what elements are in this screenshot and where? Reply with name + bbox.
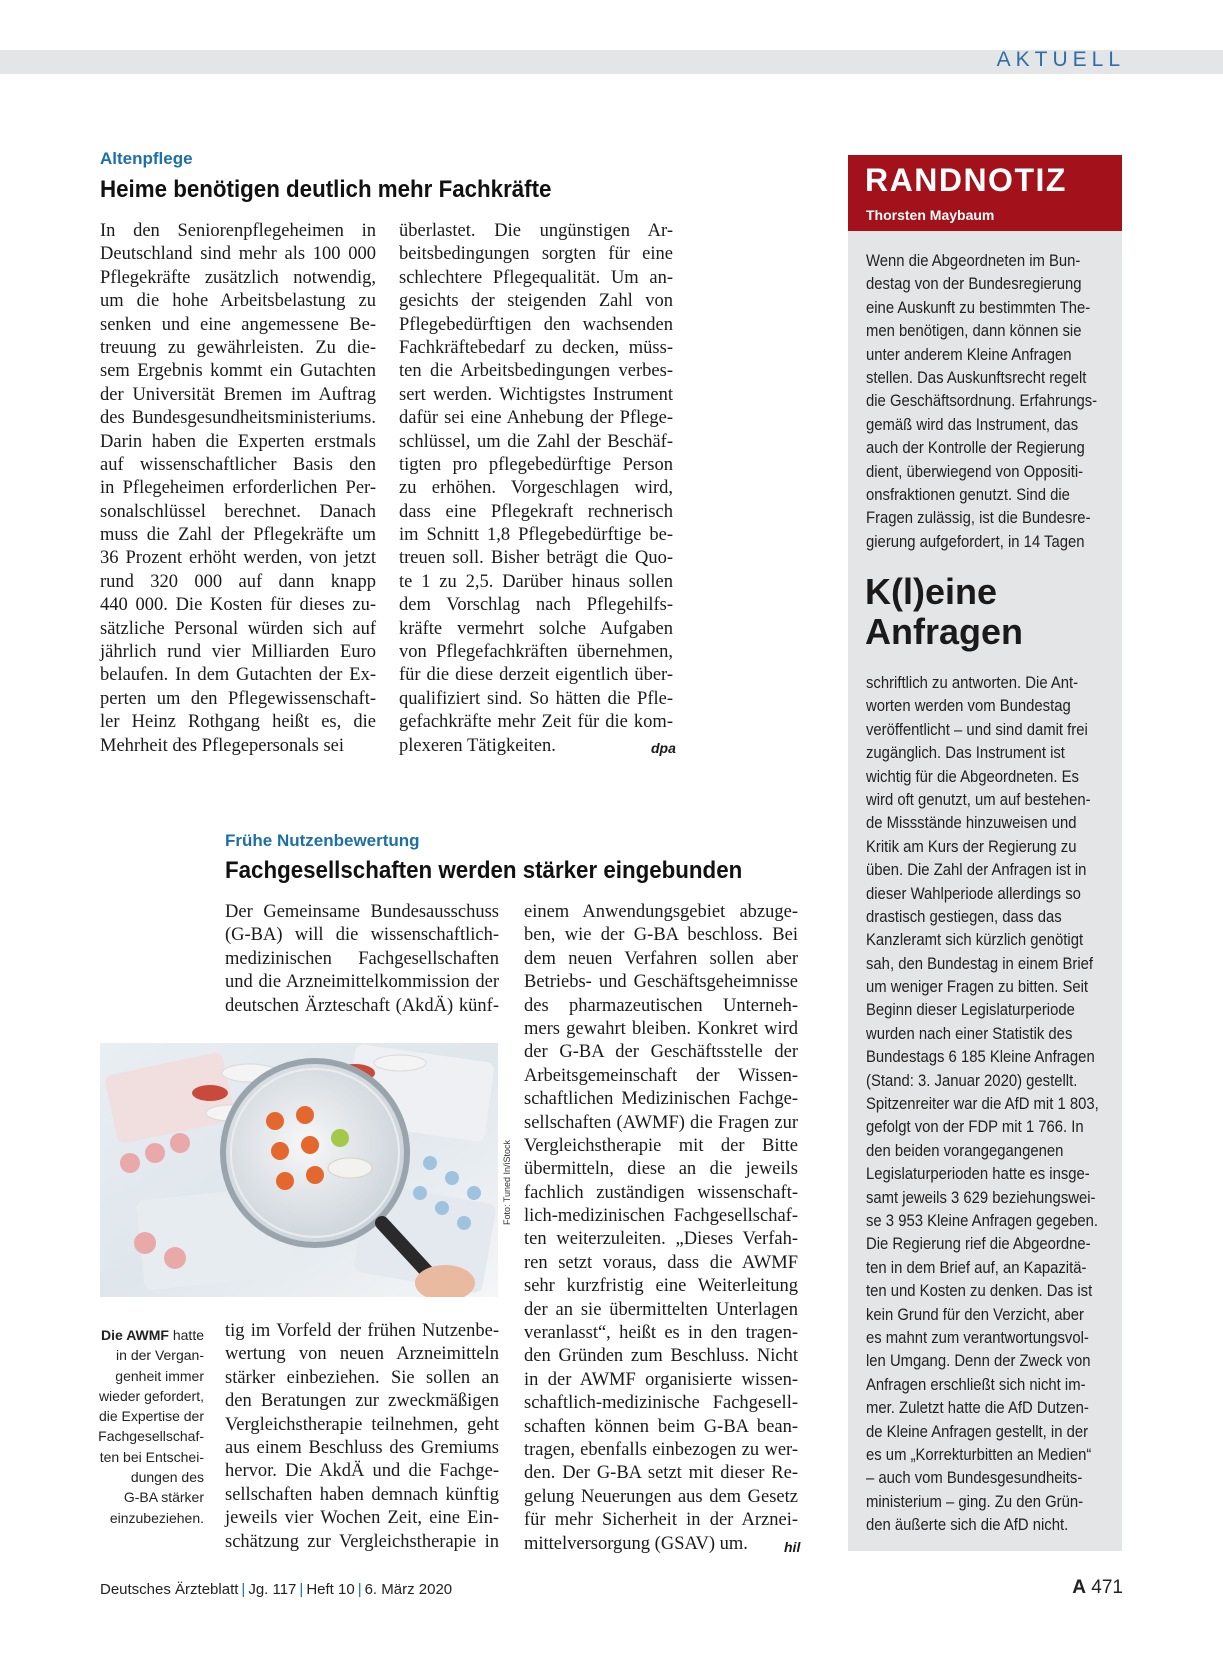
- text-line: Die Regierung rief die Abgeordne-: [866, 1235, 1091, 1254]
- text-line: den Gründen zum Beschluss. Nicht: [524, 1346, 798, 1367]
- text-line: dem Vorschlag nach Pflegehilfs-: [399, 595, 673, 616]
- text-line: Kanzleramt sich kürzlich genötigt: [866, 931, 1084, 950]
- text-line: belaufen. In dem Gutachten der Ex-: [100, 665, 376, 686]
- caption-line: G-BA stärker: [123, 1489, 204, 1506]
- article2-signature: hil: [784, 1539, 801, 1555]
- text-line: schätzung zur Vergleichstherapie in: [225, 1531, 499, 1552]
- text-line: deutschen Ärzteschaft (AkdÄ) künf-: [225, 995, 499, 1016]
- text-line: 440 000. Die Kosten für dieses zu-: [100, 595, 376, 616]
- caption-line: genheit immer: [115, 1367, 204, 1384]
- text-line: len Umgang. Denn der Zweck von: [866, 1352, 1091, 1371]
- randnotiz-author: Thorsten Maybaum: [866, 207, 995, 223]
- text-line: auf wissenschaftlicher Basis den: [100, 454, 376, 475]
- text-line: des pharmazeutischen Unterneh-: [524, 995, 798, 1016]
- text-line: die Geschäftsordnung. Erfahrungs-: [866, 392, 1098, 411]
- text-line: muss die Zahl der Pflegekräfte um: [100, 525, 376, 546]
- journal-volume: Jg. 117: [248, 1581, 297, 1598]
- page-prefix: A: [1072, 1577, 1087, 1598]
- text-line: gefolgt von der FDP mit 1 766. In: [866, 1118, 1084, 1137]
- text-line: den. Der G-BA setzt mit dieser Re-: [524, 1463, 798, 1484]
- text-line: von Pflegefachkräften übernehmen,: [399, 642, 673, 663]
- text-line: kein Grund für den Verzicht, aber: [866, 1305, 1084, 1324]
- randnotiz-label: RANDNOTIZ: [865, 162, 1067, 198]
- text-line: men benötigen, dann können sie: [866, 322, 1082, 341]
- text-line: Der Gemeinsame Bundesausschuss: [225, 902, 499, 922]
- article1-kicker: Altenpflege: [100, 149, 193, 168]
- text-line: de Missstände hinzuweisen und: [866, 814, 1077, 833]
- text-line: destag von der Bundesregierung: [866, 275, 1082, 294]
- caption-line: die Expertise der: [98, 1408, 204, 1425]
- text-line: mers gewahrt bleiben. Konkret wird: [524, 1018, 798, 1039]
- text-line: mittelversorgung (GSAV) um.: [524, 1533, 748, 1554]
- text-line: gemäß wird das Instrument, das: [866, 415, 1079, 434]
- text-line: den beiden vorangegangenen: [866, 1141, 1064, 1160]
- text-line: fachlich zuständigen wissenschaft-: [524, 1182, 798, 1203]
- text-line: es um „Korrekturbitten an Medien“: [866, 1445, 1092, 1464]
- randnotiz-title-line: K(l)eine: [865, 571, 998, 612]
- caption-line: ten bei Entschei-: [99, 1448, 204, 1465]
- pills-magnifier-photo: [100, 1043, 498, 1297]
- randnotiz-text-top: [866, 250, 1106, 554]
- text-line: dient, überwiegend von Oppositi-: [866, 462, 1084, 481]
- text-line: Fachkräftebedarf zu decken, müss-: [399, 337, 673, 358]
- text-line: um die hohe Arbeitsbelastung zu: [100, 291, 376, 312]
- text-line: dass eine Pflegekraft rechnerisch: [399, 501, 673, 522]
- text-line: Wenn die Abgeordneten im Bun-: [866, 252, 1081, 270]
- text-line: samt jeweils 3 629 beziehungswei-: [866, 1188, 1096, 1207]
- photo-credit: Foto: Tuned In/iStock: [502, 1139, 512, 1225]
- text-line: den Beratungen zur zweckmäßigen: [225, 1391, 499, 1412]
- page-number: [1072, 1577, 1123, 1599]
- text-line: ten weiterzuleiten. „Dieses Verfah-: [524, 1229, 798, 1250]
- randnotiz-title-line: Anfragen: [865, 611, 1024, 652]
- text-line: Pflegekräfte zusätzlich notwendig,: [100, 267, 376, 288]
- text-line: jährlich rund vier Milliarden Euro: [100, 642, 376, 663]
- text-line: sah, den Bundestag in einem Brief: [866, 954, 1094, 973]
- text-line: aus einem Beschluss des Gremiums: [225, 1437, 499, 1458]
- text-line: wichtig für die Abgeordneten. Es: [866, 767, 1079, 786]
- text-line: ten die Arbeitsbedingungen verbes-: [399, 361, 673, 382]
- text-line: lich-medizinischen Fachgesellschaf-: [524, 1206, 798, 1227]
- text-line: wertung von neuen Arzneimitteln: [225, 1344, 499, 1365]
- text-line: stärker einbeziehen. Sie sollen an: [225, 1367, 499, 1388]
- page-footer: Deutsches Ärzteblatt | Jg. 117 | Heft 10 | 6. März 2020: [100, 1581, 453, 1598]
- text-line: treuen soll. Bisher beträgt die Quo-: [399, 548, 673, 569]
- text-line: Kritik am Kurs der Regierung zu: [866, 837, 1077, 856]
- text-line: überlastet. Die ungünstigen Ar-: [399, 221, 673, 241]
- section-label: AKTUELL: [996, 48, 1125, 71]
- text-line: tig im Vorfeld der frühen Nutzenbe-: [225, 1321, 499, 1341]
- text-line: sellschaften (AWMF) die Fragen zur: [524, 1112, 798, 1133]
- caption-line: wieder gefordert,: [98, 1387, 204, 1404]
- caption-line: dungen des: [130, 1469, 204, 1486]
- text-line: sonalschlüssel berechnet. Danach: [100, 501, 376, 522]
- text-line: des Bundesgesundheitsministeriums.: [100, 408, 376, 429]
- article1-column-1: [100, 220, 376, 758]
- text-line: gelung Neuerungen aus dem Gesetz: [524, 1486, 798, 1507]
- text-line: 36 Prozent erhöht werden, von jetzt: [100, 548, 376, 569]
- text-line: üben. Die Zahl der Anfragen ist in: [866, 861, 1087, 880]
- text-line: für die diese derzeit eigentlich über-: [399, 665, 673, 686]
- journal-date: 6. März 2020: [364, 1581, 453, 1598]
- text-line: (Stand: 3. Januar 2020) gestellt.: [866, 1071, 1078, 1090]
- text-line: auch der Kontrolle der Regierung: [866, 439, 1085, 458]
- text-line: drastisch gestiegen, dass das: [866, 907, 1062, 926]
- text-line: perten um den Pflegewissenschaft-: [100, 688, 376, 709]
- text-line: unter anderem Kleine Anfragen: [866, 345, 1072, 364]
- text-line: veröffentlicht – und sind damit frei: [866, 720, 1088, 739]
- text-line: sehr kurzfristig eine Weiterleitung: [524, 1276, 798, 1297]
- text-line: ler Heinz Rothgang heißt es, die: [100, 712, 376, 733]
- text-line: gefachkräfte mehr Zeit für die kom-: [399, 712, 673, 733]
- text-line: zu erhöhen. Vorgeschlagen wird,: [399, 478, 673, 499]
- text-line: schaftlich-medizinische Fachgesell-: [524, 1393, 798, 1414]
- text-line: stellen. Das Auskunftsrecht regelt: [866, 368, 1087, 387]
- text-line: te 1 zu 2,5. Darüber hinaus sollen: [399, 571, 673, 592]
- randnotiz-text-bottom: [866, 672, 1106, 1537]
- journal-name: Deutsches Ärzteblatt: [100, 1581, 239, 1598]
- text-line: schlechtere Pflegequalität. Um an-: [399, 267, 673, 288]
- text-line: Bundestags 6 185 Kleine Anfragen: [866, 1048, 1095, 1067]
- text-line: hervor. Die AkdÄ und die Fachge-: [225, 1461, 499, 1482]
- caption-bold: Die AWMF: [101, 1327, 169, 1343]
- journal-issue: Heft 10: [306, 1581, 355, 1598]
- text-line: der G-BA der Geschäftsstelle der: [524, 1042, 798, 1063]
- article2-headline: Fachgesellschaften werden stärker eingebunden: [225, 857, 743, 884]
- article2-column-2: [524, 901, 801, 1556]
- text-line: ten in dem Brief auf, an Kapazitä-: [866, 1258, 1087, 1277]
- text-line: Legislaturperioden hatte es insge-: [866, 1165, 1090, 1184]
- text-line: sellschaften haben demnach künftig: [225, 1484, 499, 1505]
- caption-line: Fachgesellschaf-: [98, 1428, 204, 1445]
- text-line: in der AWMF organisierte wissen-: [524, 1369, 798, 1390]
- text-line: kräfte vermehrt solche Aufgaben: [399, 618, 673, 639]
- text-line: Vergleichstherapie teilnehmen, geht: [225, 1414, 499, 1435]
- text-line: rund 320 000 auf dann knapp: [100, 571, 376, 592]
- text-line: senken und eine angemessene Be-: [100, 314, 376, 335]
- photo-illustration: [100, 1043, 498, 1297]
- text-line: Mehrheit des Pflegepersonals sei: [100, 735, 345, 756]
- text-line: für mehr Sicherheit in der Arznei-: [524, 1510, 798, 1531]
- text-line: se 3 953 Kleine Anfragen gegeben.: [866, 1211, 1099, 1230]
- text-line: ten und Kosten zu denken. Das ist: [866, 1282, 1093, 1301]
- text-line: und die Arzneimittelkommission der: [225, 972, 499, 993]
- article1-column-2: [399, 220, 673, 758]
- article2-column-1-bottom: [225, 1320, 499, 1554]
- page-number-value: 471: [1091, 1577, 1123, 1598]
- text-line: ben, wie der G-BA beschloss. Bei: [524, 925, 798, 946]
- text-line: tigten pro pflegebedürftige Person: [399, 454, 673, 475]
- text-line: In den Seniorenpflegeheimen in: [100, 221, 376, 241]
- text-line: de Kleine Anfragen gestellt, in der: [866, 1422, 1089, 1441]
- text-line: veranlasst“, heißt es in den tragen-: [524, 1323, 798, 1344]
- caption-line: einzubeziehen.: [109, 1509, 204, 1526]
- text-line: Fragen zulässig, ist die Bundesre-: [866, 509, 1091, 528]
- caption-line: in der Vergan-: [116, 1347, 204, 1364]
- text-line: eine Auskunft zu bestimmten The-: [866, 298, 1091, 317]
- text-line: Spitzenreiter war die AfD mit 1 803,: [866, 1095, 1099, 1114]
- text-line: gesichts der steigenden Zahl von: [399, 291, 673, 312]
- text-line: beitsbedingungen sorgten für eine: [399, 244, 673, 265]
- text-line: wird oft genutzt, um auf bestehen-: [866, 790, 1091, 809]
- article2-kicker: Frühe Nutzenbewertung: [225, 831, 420, 850]
- text-line: Vergleichstherapie mit der Bitte: [524, 1135, 798, 1156]
- text-line: worten werden vom Bundestag: [866, 697, 1071, 716]
- text-line: sert werden. Wichtigstes Instrument: [399, 384, 673, 405]
- text-line: dafür sei eine Anhebung der Pflege-: [399, 408, 673, 429]
- text-line: Darin haben die Experten erstmals: [100, 431, 376, 452]
- text-line: treuung zu gewährleisten. Zu die-: [100, 337, 376, 358]
- article1-headline: Heime benötigen deutlich mehr Fachkräfte: [100, 176, 552, 203]
- text-line: schaftlichen Medizinischen Fachge-: [524, 1089, 798, 1110]
- text-line: es mahnt zum verantwortungsvol-: [866, 1328, 1089, 1347]
- text-line: Betriebs- und Geschäftsgeheimnisse: [524, 972, 798, 993]
- caption-line: hatte: [168, 1327, 204, 1343]
- text-line: in Pflegeheimen erforderlichen Per-: [100, 478, 376, 499]
- photo-caption: [98, 1325, 204, 1528]
- randnotiz-title: [865, 572, 1023, 652]
- text-line: den äußerte sich die AfD nicht.: [866, 1516, 1069, 1535]
- text-line: Arbeitsgemeinschaft der Wissen-: [524, 1065, 798, 1086]
- text-line: medizinischen Fachgesellschaften: [225, 948, 499, 969]
- text-line: mer. Zuletzt hatte die AfD Dutzen-: [866, 1399, 1089, 1418]
- article1-signature: dpa: [651, 740, 676, 756]
- text-line: – auch vom Bundesgesundheits-: [866, 1469, 1083, 1488]
- text-line: schaften können beim G-BA bean-: [524, 1416, 798, 1437]
- text-line: Anfragen erschließt sich nicht im-: [866, 1375, 1086, 1394]
- text-line: dem neuen Verfahren sollen aber: [524, 948, 798, 969]
- text-line: um weniger Fragen zu bitten. Seit: [866, 978, 1089, 997]
- text-line: Deutschland sind mehr als 100 000: [100, 244, 376, 265]
- text-line: tragen, ebenfalls einbezogen zu wer-: [524, 1439, 798, 1460]
- text-line: übermitteln, diese an die jeweils: [524, 1159, 798, 1180]
- text-line: schriftlich zu antworten. Die Ant-: [866, 674, 1079, 692]
- article2-column-1-top: [225, 901, 499, 1018]
- text-line: wurden nach einer Statistik des: [866, 1024, 1073, 1043]
- text-line: Pflegebedürftigen den wachsenden: [399, 314, 673, 335]
- text-line: dieser Wahlperiode allerdings so: [866, 884, 1081, 903]
- text-line: der Universität Bremen im Auftrag: [100, 384, 376, 405]
- text-line: einem Anwendungsgebiet abzuge-: [524, 902, 798, 922]
- text-line: Beginn dieser Legislaturperiode: [866, 1001, 1075, 1020]
- text-line: der an sie übermittelten Unterlagen: [524, 1299, 798, 1320]
- text-line: ministerium – ging. Zu den Grün-: [866, 1492, 1084, 1511]
- text-line: sem Ergebnis kommt ein Gutachten: [100, 361, 376, 382]
- text-line: jeweils vier Wochen Zeit, eine Ein-: [225, 1508, 499, 1529]
- text-line: gierung aufgefordert, in 14 Tagen: [866, 532, 1085, 551]
- text-line: schlüssel, um die Zahl der Beschäf-: [399, 431, 673, 452]
- text-line: qualifiziert sind. So hätten die Pfle-: [399, 688, 673, 709]
- text-line: sätzliche Personal würden sich auf: [100, 618, 376, 639]
- text-line: im Schnitt 1,8 Pflegebedürftige be-: [399, 525, 673, 546]
- text-line: ren setzt voraus, dass die AWMF: [524, 1252, 798, 1273]
- text-line: (G-BA) will die wissenschaftlich-: [225, 925, 499, 946]
- text-line: onsfraktionen genutzt. Sind die: [866, 485, 1070, 504]
- text-line: zugänglich. Das Instrument ist: [866, 744, 1065, 763]
- text-line: plexeren Tätigkeiten.: [399, 735, 556, 756]
